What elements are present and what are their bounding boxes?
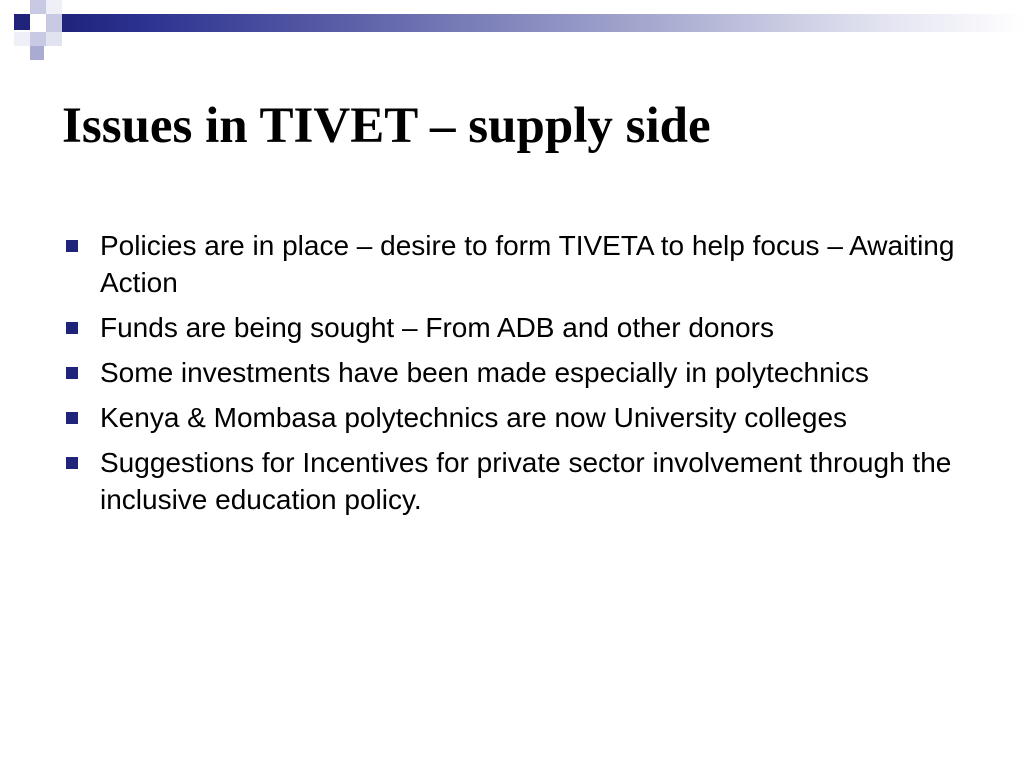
- bullet-item: [62, 227, 972, 301]
- bullet-text: Policies are in place – desire to form TIVETA to help focus – Awaiting Action: [100, 230, 955, 298]
- square-bullet-icon: [66, 457, 78, 469]
- bullet-text: Some investments have been made especially in polytechnics: [100, 357, 869, 388]
- square-bullet-icon: [66, 322, 78, 334]
- bullet-text: Suggestions for Incentives for private sector involvement through the inclusive education policy.: [100, 447, 952, 515]
- bullet-item: [62, 309, 972, 346]
- header-gradient-band: [62, 14, 1024, 32]
- decor-square: [46, 0, 62, 14]
- decor-square: [30, 0, 46, 14]
- decor-square: [14, 14, 30, 30]
- square-bullet-icon: [66, 367, 78, 379]
- bullet-item: [62, 354, 972, 391]
- bullet-text: Funds are being sought – From ADB and other donors: [100, 312, 774, 343]
- bullet-list: [62, 227, 972, 526]
- decor-square: [30, 46, 44, 60]
- bullet-item: [62, 444, 972, 518]
- decor-square: [14, 32, 30, 46]
- square-bullet-icon: [66, 240, 78, 252]
- decor-square: [30, 32, 46, 46]
- bullet-text: Kenya & Mombasa polytechnics are now University colleges: [100, 402, 848, 433]
- bullet-item: [62, 399, 972, 436]
- decor-square: [46, 14, 62, 32]
- slide-title: Issues in TIVET – supply side: [62, 98, 711, 154]
- decor-square: [46, 32, 62, 46]
- square-bullet-icon: [66, 412, 78, 424]
